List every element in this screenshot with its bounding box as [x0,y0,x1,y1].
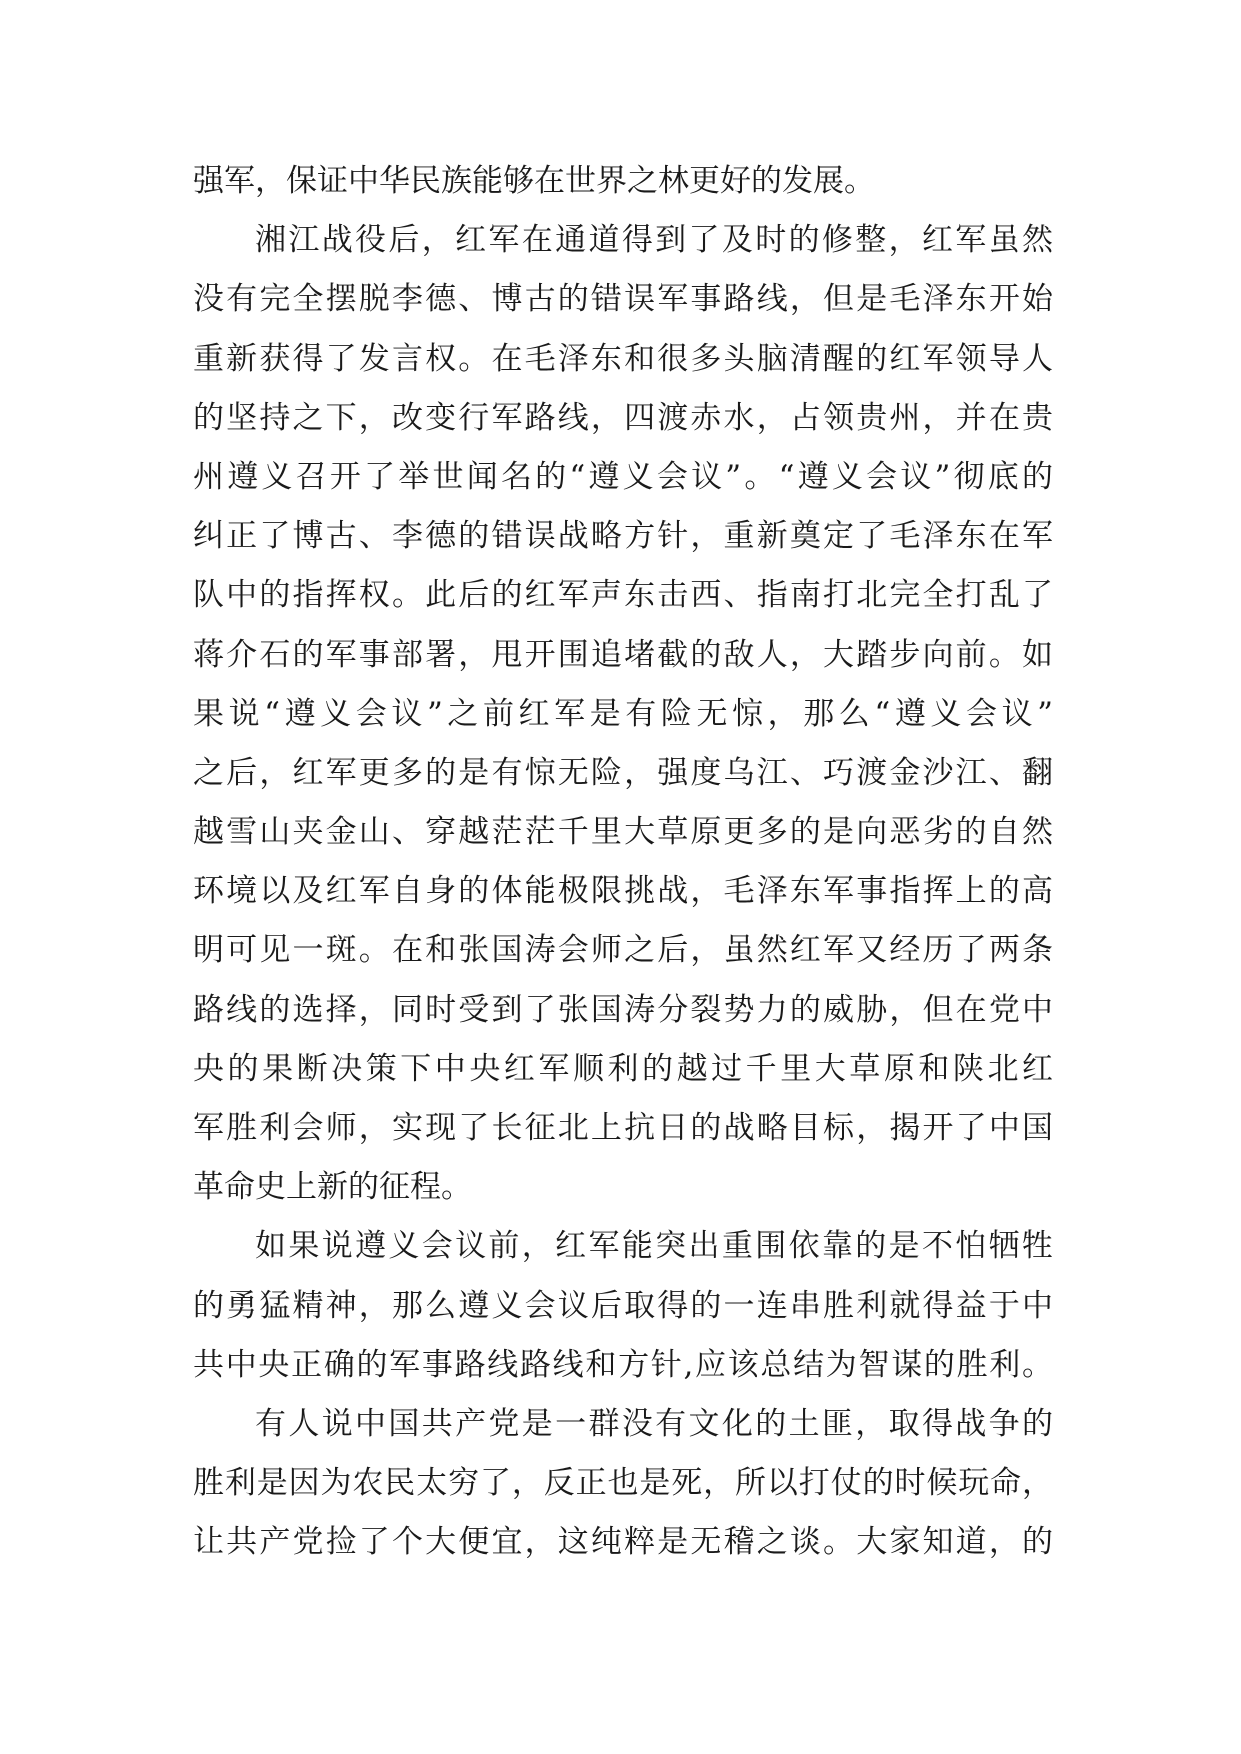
text-line: 明可见一斑。在和张国涛会师之后，虽然红军又经历了两条 [193,932,1053,969]
body-text [193,152,1053,1573]
paragraph-first-line: 湘江战役后，红军在通道得到了及时的修整，红军虽然 [255,222,1053,259]
text-line: 没有完全摆脱李德、博古的错误军事路线，但是毛泽东开始 [193,281,1053,318]
paragraph-first-line: 如果说遵义会议前，红军能突出重围依靠的是不怕牺牲 [255,1228,1053,1265]
text-line: 重新获得了发言权。在毛泽东和很多头脑清醒的红军领导人 [193,340,1053,377]
text-line: 州遵义召开了举世闻名的“遵义会议”。“遵义会议”彻底的 [193,458,1053,495]
paragraph-first-line: 有人说中国共产党是一群没有文化的土匪，取得战争的 [255,1405,1053,1442]
text-line: 之后，红军更多的是有惊无险，强度乌江、巧渡金沙江、翻 [193,754,1053,791]
text-line: 让共产党捡了个大便宜，这纯粹是无稽之谈。大家知道，的 [193,1524,1053,1561]
text-line: 纠正了博古、李德的错误战略方针，重新奠定了毛泽东在军 [193,518,1053,555]
paragraph-last-line: 革命史上新的征程。 [193,1169,472,1206]
text-line: 胜利是因为农民太穷了，反正也是死，所以打仗的时候玩命， [193,1465,1053,1502]
text-line: 队中的指挥权。此后的红军声东击西、指南打北完全打乱了 [193,577,1053,614]
text-line: 蒋介石的军事部署，甩开围追堵截的敌人，大踏步向前。如 [193,636,1053,673]
text-line: 果说“遵义会议”之前红军是有险无惊，那么“遵义会议” [193,695,1053,732]
paragraph-last-line: 共中央正确的军事路线路线和方针,应该总结为智谋的胜利。 [193,1346,1053,1383]
text-line: 路线的选择，同时受到了张国涛分裂势力的威胁，但在党中 [193,991,1053,1028]
text-line: 环境以及红军自身的体能极限挑战，毛泽东军事指挥上的高 [193,873,1053,910]
text-line: 越雪山夹金山、穿越茫茫千里大草原更多的是向恶劣的自然 [193,814,1053,851]
text-line: 军胜利会师，实现了长征北上抗日的战略目标，揭开了中国 [193,1110,1053,1146]
text-line: 强军，保证中华民族能够在世界之林更好的发展。 [193,163,875,199]
text-line: 央的果断决策下中央红军顺利的越过千里大草原和陕北红 [193,1050,1053,1087]
text-line: 的勇猛精神，那么遵义会议后取得的一连串胜利就得益于中 [193,1287,1053,1324]
text-line: 的坚持之下，改变行军路线，四渡赤水，占领贵州，并在贵 [193,399,1053,436]
